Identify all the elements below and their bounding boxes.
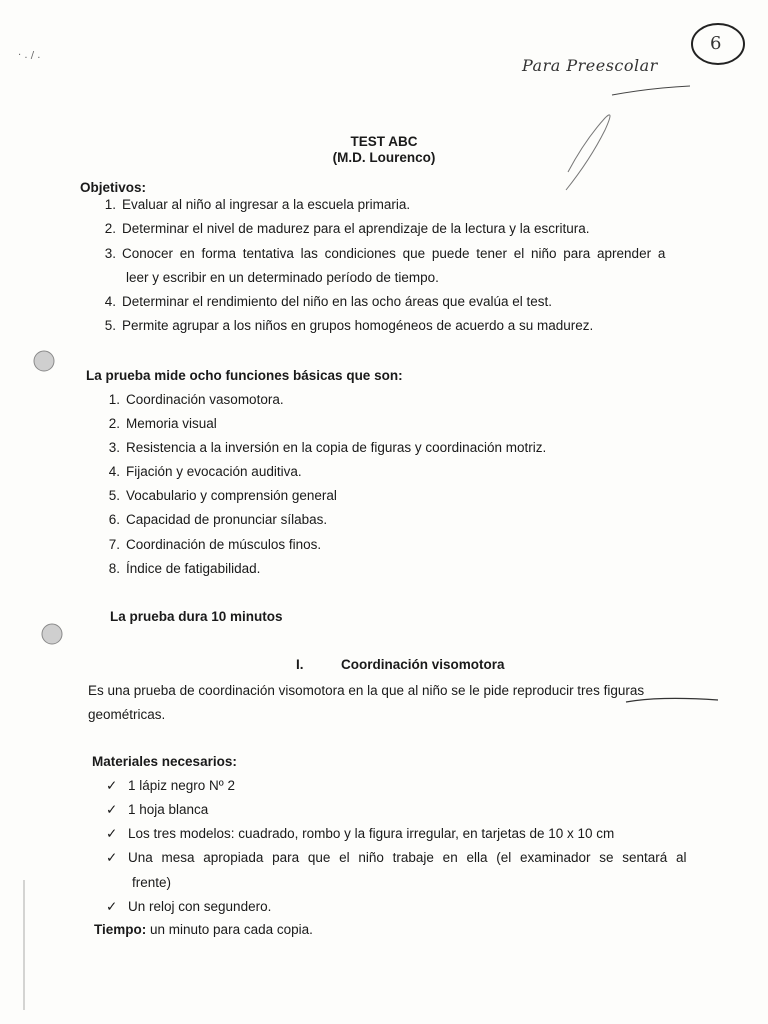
material-item: ✓ Una mesa apropiada para que el niño trabaje en ella (el examinador se sentará al bbox=[106, 850, 687, 865]
function-item: 7. Coordinación de músculos finos. bbox=[108, 537, 322, 552]
function-item: 6. Capacidad de pronunciar sílabas. bbox=[108, 512, 328, 527]
function-item: 2. Memoria visual bbox=[108, 416, 217, 431]
page-number: 6 bbox=[710, 33, 722, 54]
section-numeral: I. bbox=[296, 657, 304, 672]
check-icon: ✓ bbox=[106, 899, 118, 914]
check-icon: ✓ bbox=[106, 778, 118, 793]
material-item: ✓ 1 hoja blanca bbox=[106, 802, 209, 817]
check-icon: ✓ bbox=[106, 850, 118, 865]
material-item-continuation: frente) bbox=[132, 875, 172, 890]
material-item: ✓ 1 lápiz negro Nº 2 bbox=[106, 778, 235, 793]
check-icon: ✓ bbox=[106, 826, 118, 841]
material-item: ✓ Los tres modelos: cuadrado, rombo y la figura irregular, en tarjetas de 10 x 10 cm bbox=[106, 826, 615, 841]
handwritten-note: Para Preescolar bbox=[522, 56, 658, 75]
time-note: Tiempo: un minuto para cada copia. bbox=[94, 922, 313, 937]
duration-note: La prueba dura 10 minutos bbox=[110, 609, 283, 624]
material-item: ✓ Un reloj con segundero. bbox=[106, 899, 272, 914]
objective-item: 1. Evaluar al niño al ingresar a la escuela primaria. bbox=[104, 197, 411, 212]
functions-heading: La prueba mide ocho funciones básicas que son: bbox=[86, 368, 403, 383]
function-item: 5. Vocabulario y comprensión general bbox=[108, 488, 337, 503]
check-icon: ✓ bbox=[106, 802, 118, 817]
function-item: 3. Resistencia a la inversión en la copia de figuras y coordinación motriz. bbox=[108, 440, 547, 455]
function-item: 8. Índice de fatigabilidad. bbox=[108, 561, 261, 576]
materials-heading: Materiales necesarios: bbox=[92, 754, 237, 769]
punch-hole-bottom bbox=[42, 624, 62, 644]
objective-item-continuation: leer y escribir en un determinado período de tiempo. bbox=[126, 270, 439, 285]
description-line: geométricas. bbox=[88, 707, 166, 722]
document-title: TEST ABC bbox=[350, 134, 418, 149]
document-subtitle: (M.D. Lourenco) bbox=[332, 150, 436, 165]
objectives-heading: Objetivos: bbox=[80, 180, 147, 195]
function-item: 1. Coordinación vasomotora. bbox=[108, 392, 284, 407]
description-line: Es una prueba de coordinación visomotora en la que al niño se le pide reproducir tres figuras bbox=[88, 683, 645, 698]
handwritten-stroke bbox=[612, 86, 690, 95]
objective-item: 4. Determinar el rendimiento del niño en las ocho áreas que evalúa el test. bbox=[104, 294, 553, 309]
corner-dots: · . / . bbox=[18, 50, 41, 61]
objective-item: 3. Conocer en forma tentativa las condiciones que puede tener el niño para aprender a bbox=[104, 246, 666, 261]
function-item: 4. Fijación y evocación auditiva. bbox=[108, 464, 302, 479]
objective-item: 2. Determinar el nivel de madurez para el aprendizaje de la lectura y la escritura. bbox=[104, 221, 590, 236]
punch-hole-top bbox=[34, 351, 54, 371]
objective-item: 5. Permite agrupar a los niños en grupos homogéneos de acuerdo a su madurez. bbox=[104, 318, 594, 333]
section-title: Coordinación visomotora bbox=[341, 657, 505, 672]
